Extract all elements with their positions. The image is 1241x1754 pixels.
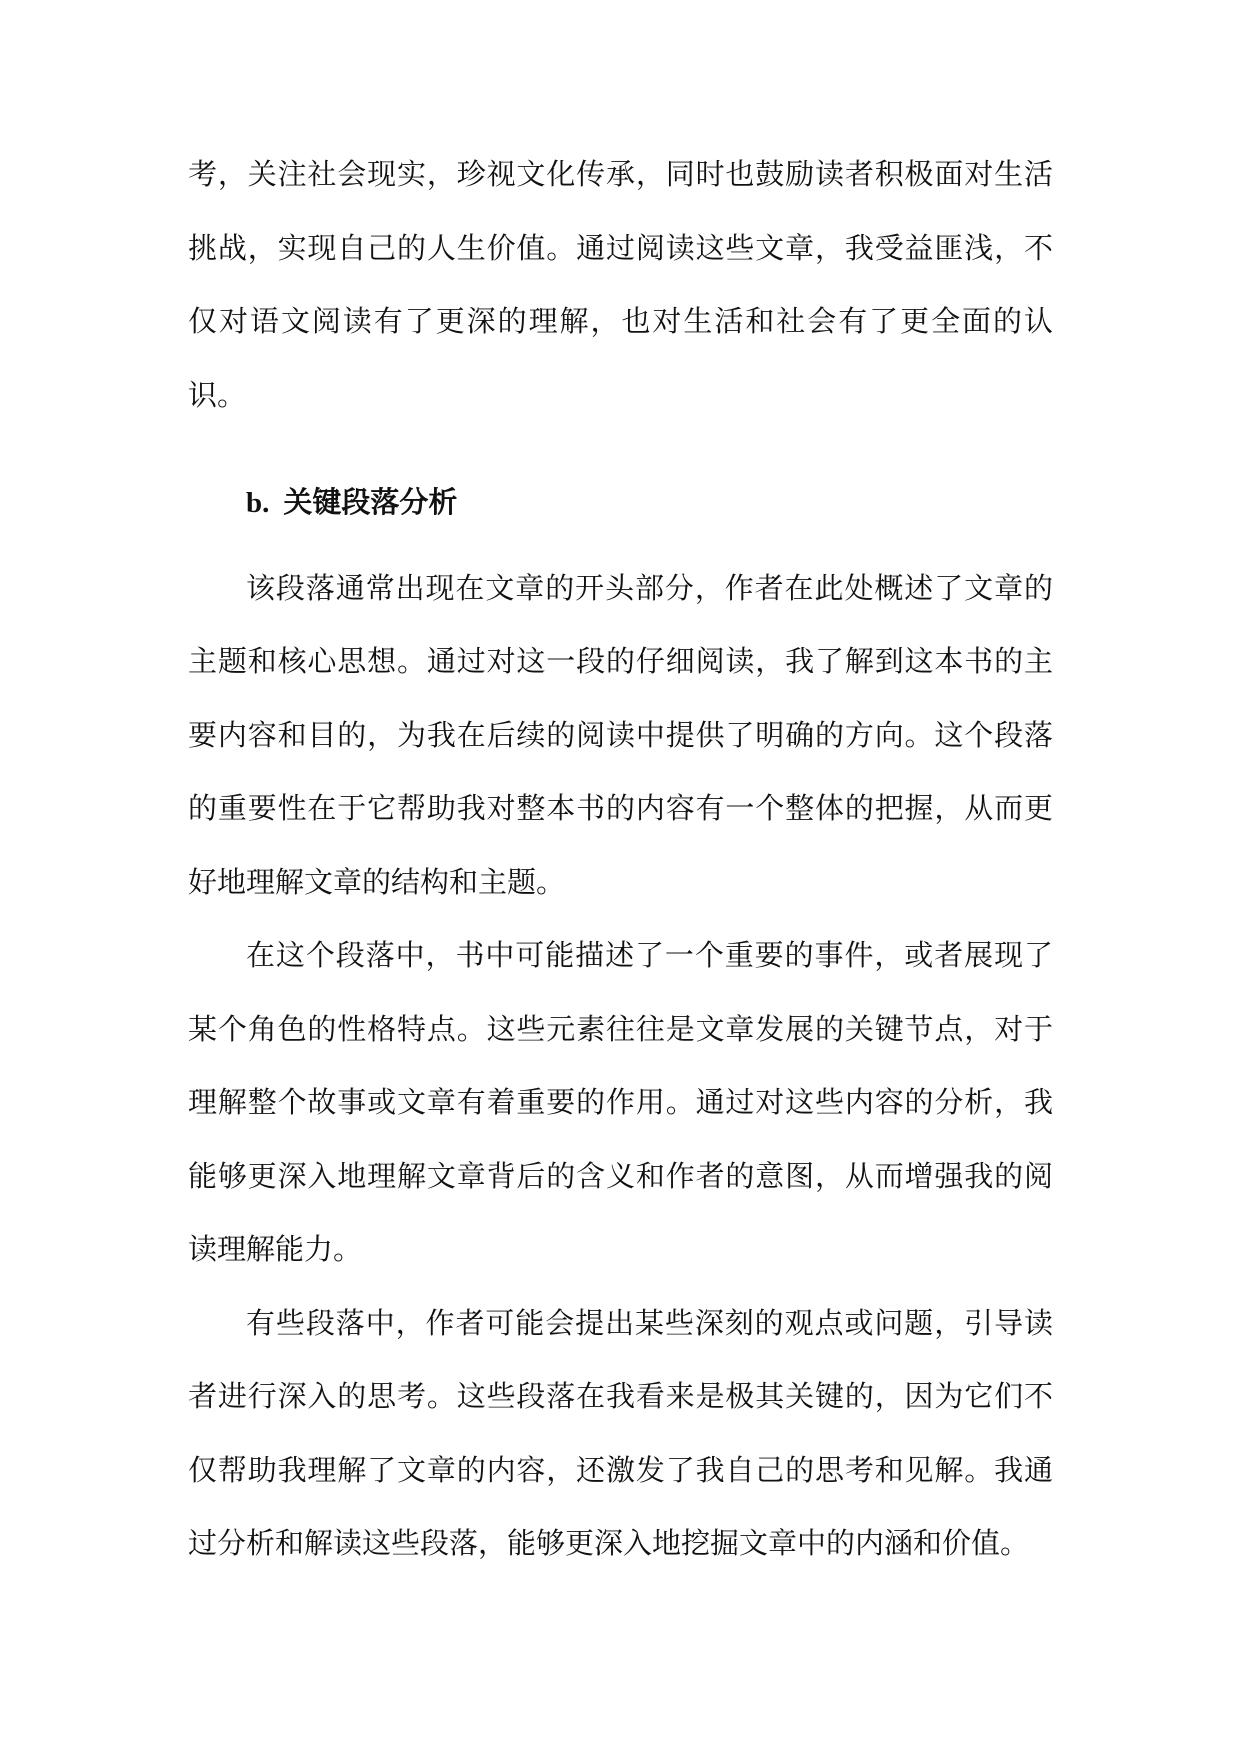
page-body: [188, 138, 1053, 1581]
section-marker: b.: [246, 487, 270, 519]
body-paragraph: 该段落通常出现在文章的开头部分，作者在此处概述了文章的主题和核心思想。通过对这一段的仔细阅读，我了解到这本书的主要内容和目的，为我在后续的阅读中提供了明确的方向。这个段落的重要性在于它帮助我对整本书的内容有一个整体的把握，从而更好地理解文章的结构和主题。: [188, 570, 1053, 899]
section-title: 关键段落分析: [283, 485, 458, 519]
body-paragraph: 有些段落中，作者可能会提出某些深刻的观点或问题，引导读者进行深入的思考。这些段落在我看来是极其关键的，因为它们不仅帮助我理解了文章的内容，还激发了我自己的思考和见解。我通过分析和解读这些段落，能够更深入地挖掘文章中的内涵和价值。: [188, 1305, 1053, 1560]
body-paragraph: 在这个段落中，书中可能描述了一个重要的事件，或者展现了某个角色的性格特点。这些元素往往是文章发展的关键节点，对于理解整个故事或文章有着重要的作用。通过对这些内容的分析，我能够更深入地理解文章背后的含义和作者的意图，从而增强我的阅读理解能力。: [188, 938, 1053, 1266]
section-heading: [188, 466, 1053, 541]
intro-paragraph: 考，关注社会现实，珍视文化传承，同时也鼓励读者积极面对生活挑战，实现自己的人生价值。通过阅读这些文章，我受益匪浅，不仅对语文阅读有了更深的理解，也对生活和社会有了更全面的认识。: [188, 157, 1053, 412]
